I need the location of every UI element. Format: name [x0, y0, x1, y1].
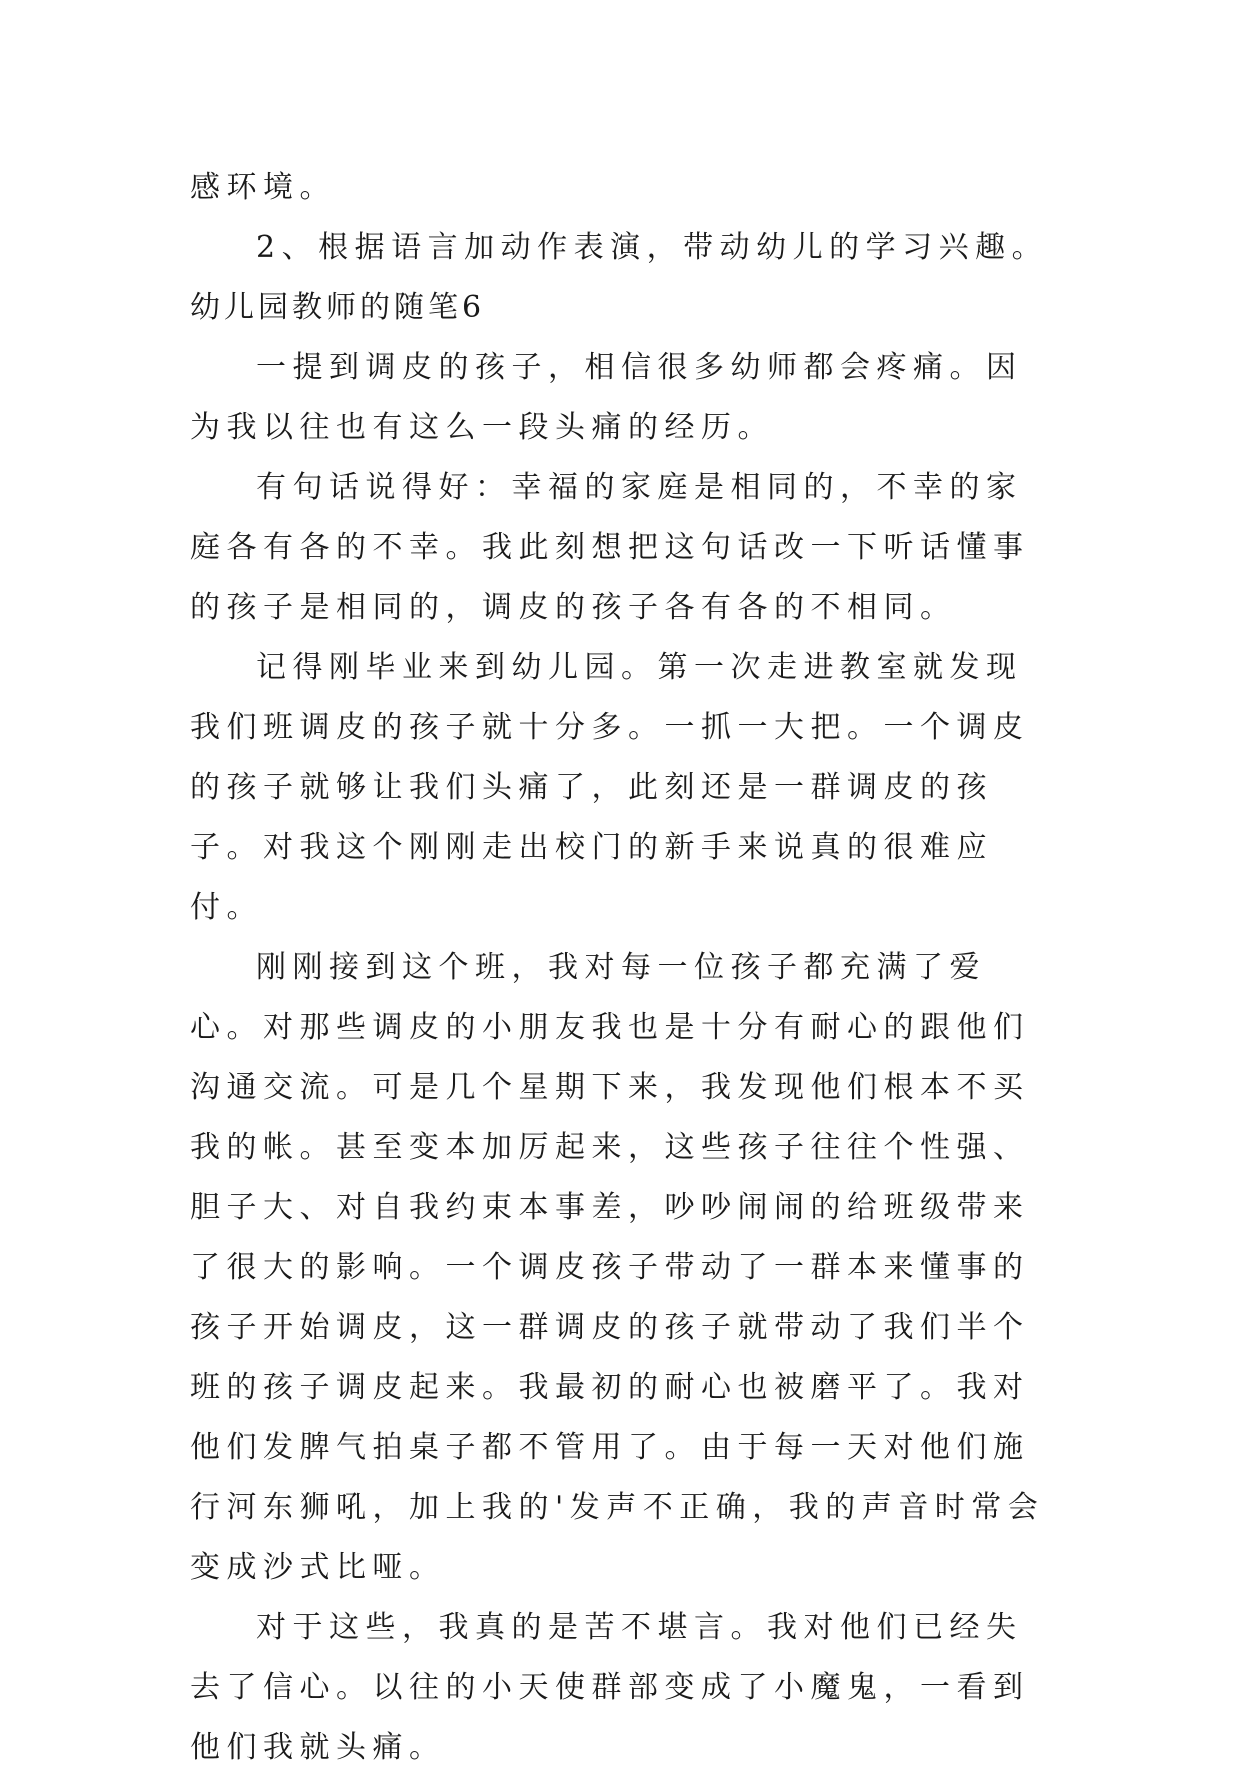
paragraph-saying: 有句话说得好：幸福的家庭是相同的，不幸的家庭各有各的不幸。我此刻想把这句话改一下听话懂事的孩子是相同的，调皮的孩子各有各的不相同。 [190, 470, 1030, 625]
paragraph-env-continuation: 感环境。 [190, 170, 336, 205]
paragraph-first-day: 记得刚毕业来到幼儿园。第一次走进教室就发现我们班调皮的孩子就十分多。一抓一大把。一个调皮的孩子就够让我们头痛了，此刻还是一群调皮的孩子。对我这个刚刚走出校门的新手来说真的很难应付。 [190, 650, 1030, 925]
paragraph-item-2: 2、根据语言加动作表演，带动幼儿的学习兴趣。 [256, 230, 1049, 265]
paragraph-intro: 一提到调皮的孩子，相信很多幼师都会疼痛。因为我以往也有这么一段头痛的经历。 [190, 350, 1023, 445]
section-heading: 幼儿园教师的随笔6 [190, 290, 486, 325]
paragraph-taking-class: 刚刚接到这个班，我对每一位孩子都充满了爱心。对那些调皮的小朋友我也是十分有耐心的跟他们沟通交流。可是几个星期下来，我发现他们根本不买我的帐。甚至变本加厉起来，这些孩子往往个性强、胆子大、对自我约束本事差，吵吵闹闹的给班级带来了很大的影响。一个调皮孩子带动了一群本来懂事的孩子开始调皮，这一群调皮的孩子就带动了我们半个班的孩子调皮起来。我最初的耐心也被磨平了。我对他们发脾气拍桌子都不管用了。由于每一天对他们施行河东狮吼，加上我的'发声不正确，我的声音时常会变成沙式比哑。 [190, 950, 1045, 1585]
paragraph-frustration: 对于这些，我真的是苦不堪言。我对他们已经失去了信心。以往的小天使群部变成了小魔鬼，一看到他们我就头痛。 [190, 1610, 1030, 1765]
document-body [190, 158, 1050, 1778]
